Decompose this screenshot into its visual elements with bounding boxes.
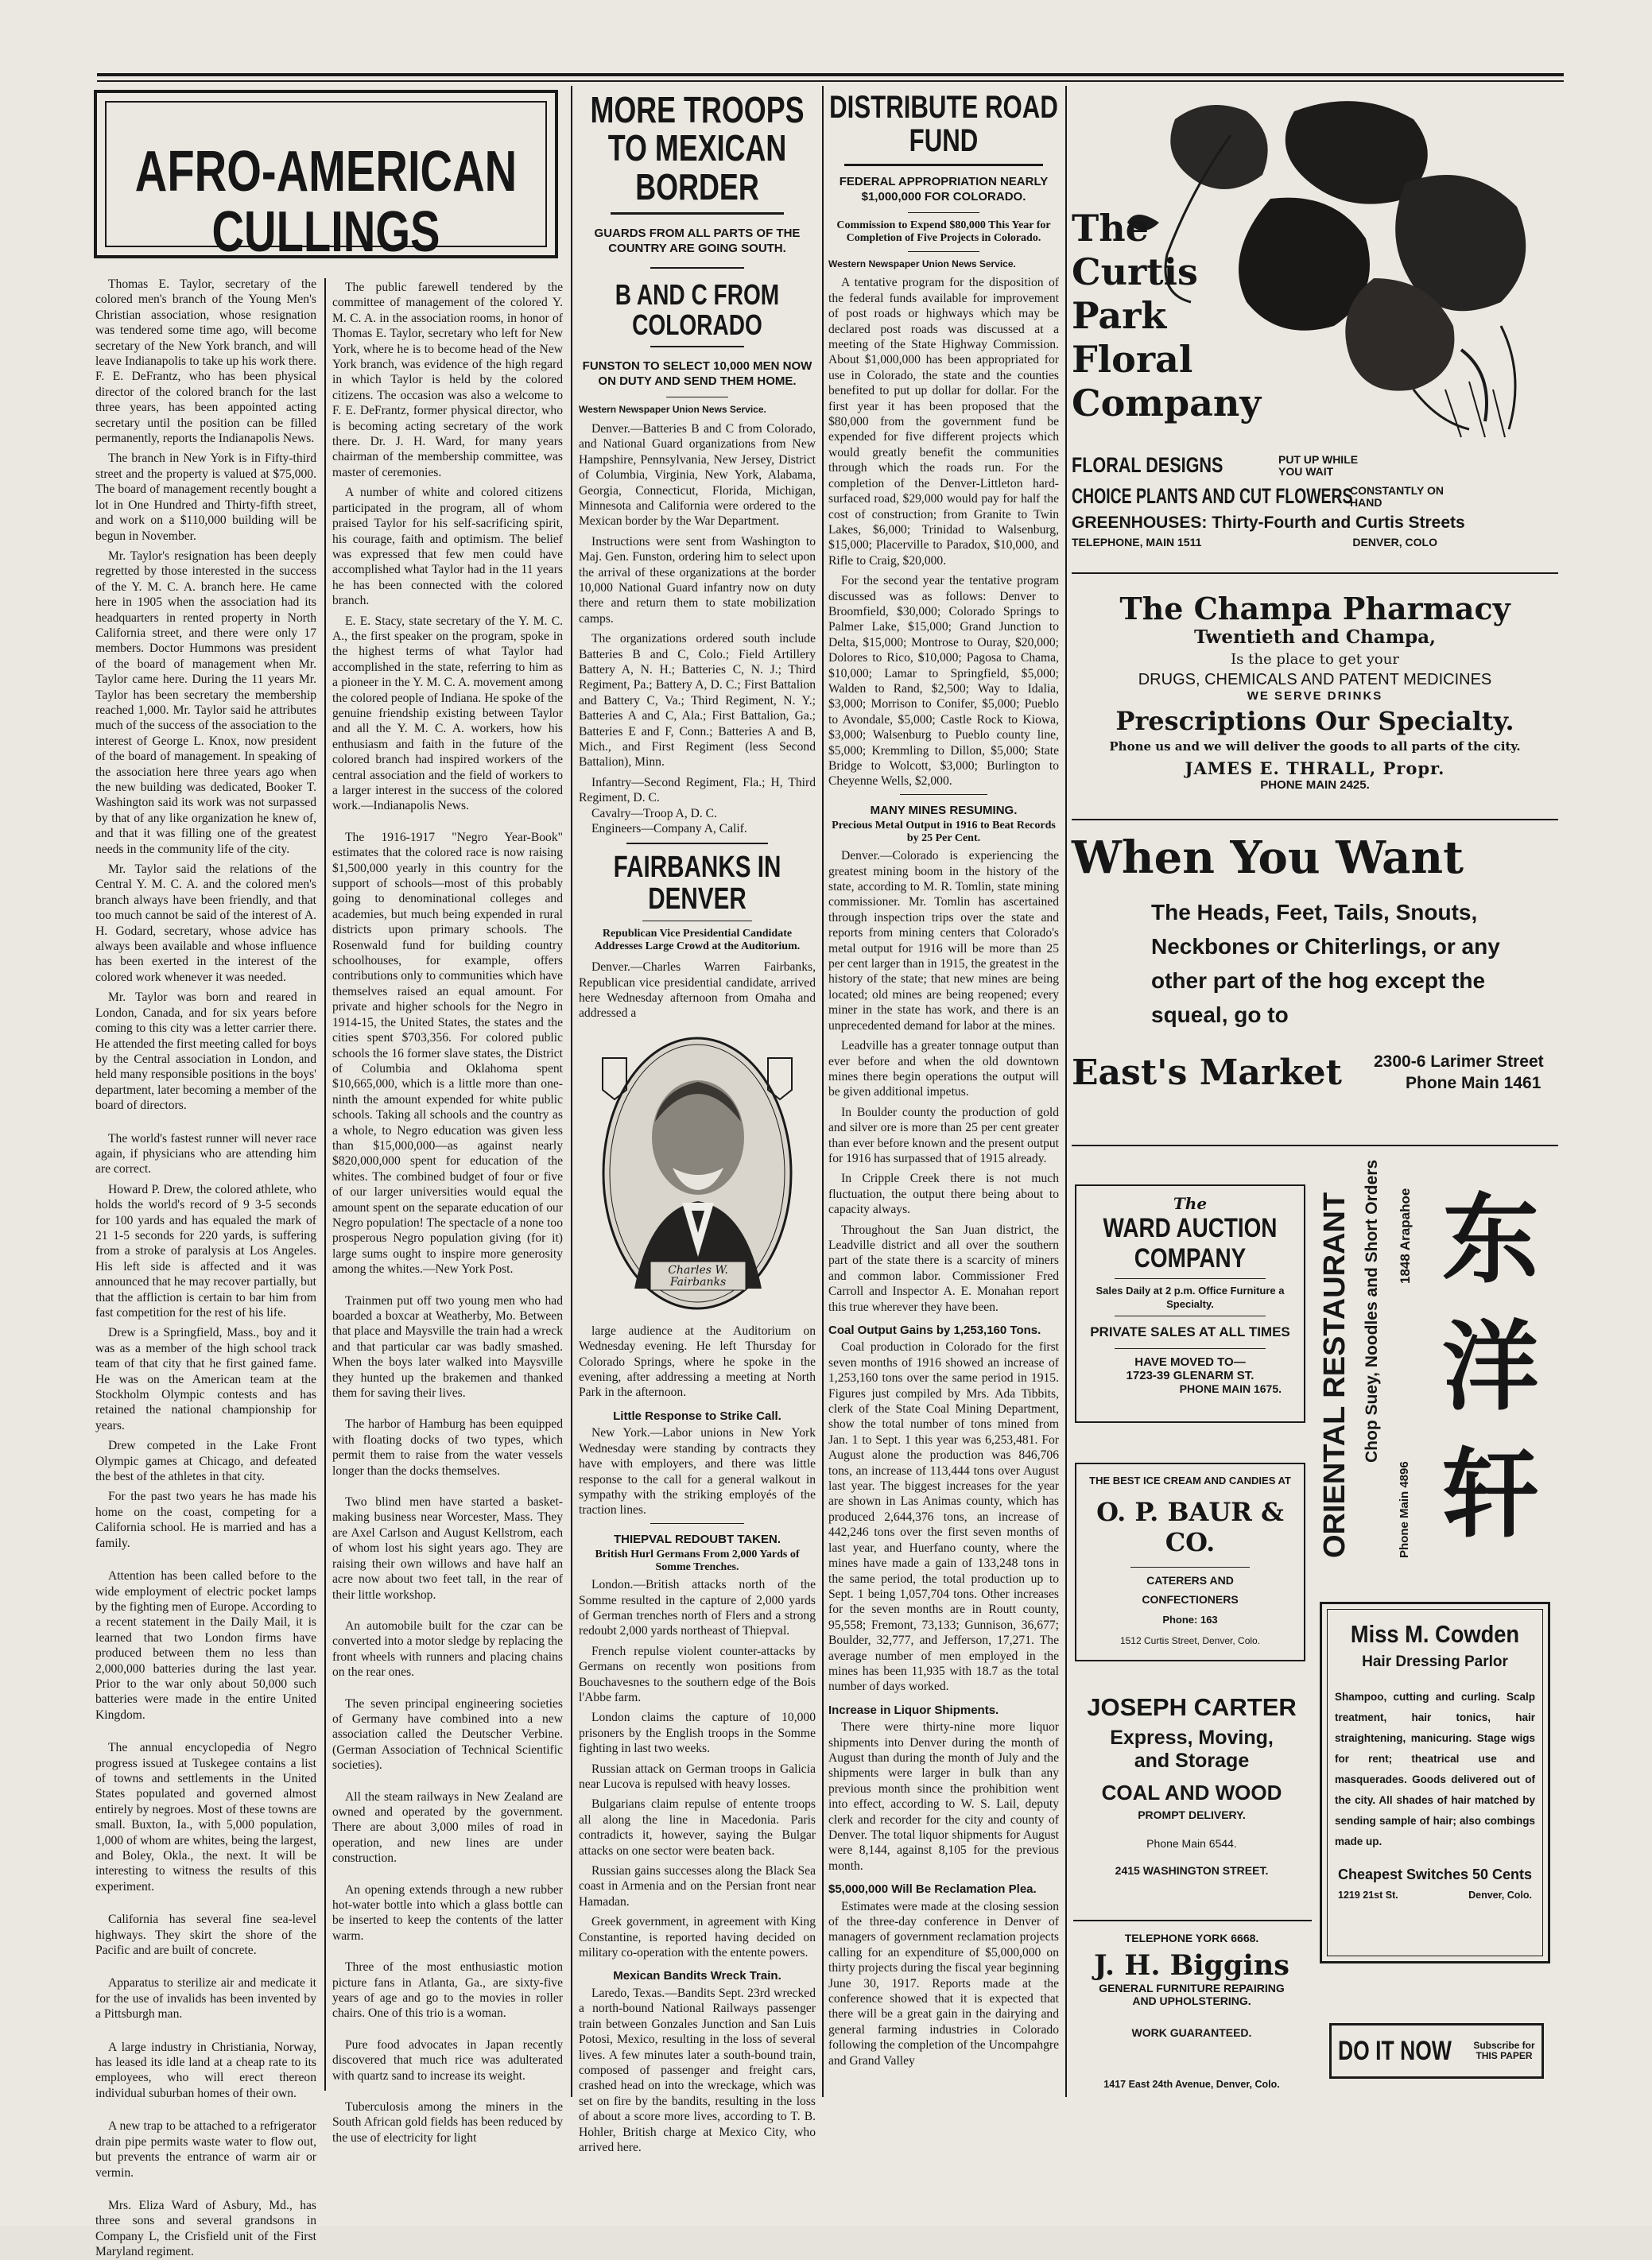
subhead: Republican Vice Presidential Candidate Addresses Large Crowd at the Auditorium. [594,928,801,953]
ward-line: HAVE MOVED TO— [1134,1355,1246,1369]
article-paragraph: Denver.—Charles Warren Fairbanks, Republican vice presidential candidate, arrived here Wednesday afternoon from Omaha and addressed a [579,960,816,1021]
news-credit: Western Newspaper Union News Service. [828,258,1016,269]
cowden-switches: Cheapest Switches 50 Cents [1337,1867,1533,1882]
put-up-while: PUT UP WHILE YOU WAIT [1278,452,1359,478]
champa-line: WE SERVE DRINKS [1247,689,1383,703]
ad-divider [1072,1145,1558,1146]
ad-jh-biggins [1072,1932,1312,2091]
champa-phone: PHONE MAIN 2425. [1260,778,1370,792]
article-paragraph: Laredo, Texas.—Bandits Sept. 23rd wrecked a north-bound National Railways passenger train between Gonzales Junction and San Luis Potosi, Mexico, resulting in the loss of several lives. A few minutes later a south-bound train, composed of passenger and freight cars, crashed head on into the wreckage, which was set on fire by the bandits, resulting in the loss of about a score more lives, according to T. B. Hohler, British charge at Mexico City, who arrived here. [579,1986,816,2154]
ward-phone: PHONE MAIN 1675. [1179,1382,1282,1395]
ward-name: WARD AUCTION [1103,1213,1278,1243]
section-heading: Coal Output Gains by 1,253,160 Tons. [828,1324,1041,1337]
article-paragraph: Howard P. Drew, the colored athlete, who holds the world's record of 9 3-5 seconds for 100 yards and has equaled the mark of 21 1-5 seconds for 220 yards, is suffering from a stroke of paralysis at Los Angeles. His left side is affected and it was announced that he may recover partially, but that the affliction is certain to bar him from fast competition for the rest of his life. [95,1182,316,1320]
article-paragraph: French repulse violent counter-attacks by Germans on recently won positions from Bouchavesnes to the southern edge of the Bois l'Abbe farm. [579,1644,816,1704]
article-paragraph: The world's fastest runner will never race again, if physicians who are attending him are correct. [95,1131,316,1177]
biggins-name: J. H. Biggins [1094,1949,1289,1982]
subhead: GUARDS FROM ALL PARTS OF THE COUNTRY ARE GOING SOUTH. [594,226,801,255]
article-paragraph: Coal production in Colorado for the first seven months of 1916 showed an increase of 1,253,160 tons over the same period in 1915. Figures just compiled by Mrs. Ada Tibbits, clerk of the State Coal Mining Department, show the total number of tons mined from Jan. 1 to Sept. 1 this year was 6,253,481. For August alone the production was 846,706 tons, an increase of 113,444 tons over August last year. The biggest increases for the year are shown in Las Animas county, which has produced 2,644,376 tons, an increase of 442,246 tons over the first seven months of last year, and Huerfano county, where the mines have made a gain of 133,248 tons in the same period, the total production up to Sept. 1 being 1,057,704 tons. Other increases for the seven months are in Routt county, 95,558; Fremont, 73,133; Gunnison, 36,677; Boulder, 32,777, and Jefferson, 17,271. The average number of men employed in the mines has been 11,935 with 18.7 as the total number of days worked. [828,1340,1059,1694]
article-paragraph: Greek government, in agreement with King Constantine, is reported having decided on military co-operation with the entente powers. [579,1915,816,1960]
article-paragraph: Trainmen put off two young men who had boarded a boxcar at Weatherby, Mo. Between that place and Maysville the train had a wreck and that particular car was badly smashed. When the boys later walked into Maysville they hunted up the brakemen and thanked them for saving their lives. [332,1293,563,1401]
curtis-name-line: Company [1072,382,1262,424]
article-paragraph: Russian gains successes along the Black Sea coast in Armenia and on the Persian front near Hamadan. [579,1864,816,1909]
curtis-telephone: TELEPHONE, MAIN 1511 [1072,536,1202,549]
baur-line: THE BEST ICE CREAM AND CANDIES AT [1089,1475,1291,1487]
do-it-now: DO IT NOW [1338,2035,1452,2066]
ward-line: PRIVATE SALES AT ALL TIMES [1090,1324,1290,1339]
headline-b-and-c: B AND C FROM COLORADO [615,277,780,341]
news-credit: Western Newspaper Union News Service. [579,404,766,416]
portrait-caption: Charles W. Fairbanks [668,1263,728,1289]
ward-address: 1723-39 GLENARM ST. [1126,1369,1255,1382]
subhead: FUNSTON TO SELECT 10,000 MEN NOW ON DUTY AND SEND THEM HOME. [582,359,812,389]
article-paragraph: Thomas E. Taylor, secretary of the colored men's branch of the Young Men's Christian association, whose resignation was tendered some time ago, will become secretary of the New York branch, and will leave Indianapolis to take up his work there. F. E. DeFrantz, who has been physical director of the colored branch for the last three years, has been appointed acting secretary until the position can be filled permanently, reports the Indianapolis News. [95,277,316,446]
article-paragraph: Denver.—Batteries B and C from Colorado, and National Guard organizations from New Hampshire, Pennsylvania, New Jersey, District of Columbia, Virginia, New York, Alabama, Georgia, Connecticut, Florida, Michigan, Minnesota and California were ordered to the Mexican border by the War Department. [579,421,816,529]
headline-fairbanks: FAIRBANKS IN DENVER [613,851,781,917]
article-paragraph: An opening extends through a new rubber hot-water bottle into which a glass bottle can be inserted to keep the contents of the latter warm. [332,1882,563,1943]
article-paragraph: E. E. Stacy, state secretary of the Y. M. C. A., the first speaker on the program, spoke in the highest terms of what Taylor had accomplished in the state, referring to him as a pioneer in the Y. M. C. A. movement among the colored people of Indiana. He spoke of the genuine friendship existing between Taylor and all the Y. M. C. A. workers, how his enthusiasm and faith in the future of the colored branch had inspired workers of the central association and the field of workers to a larger interest in the success of the colored work.—Indianapolis News. [332,614,563,813]
subhead: British Hurl Germans From 2,000 Yards of Somme Trenches. [595,1549,800,1574]
champa-specialty: Prescriptions Our Specialty. [1115,706,1514,736]
headline-distribute-road-fund: DISTRIBUTE ROAD FUND [829,90,1058,158]
article-paragraph: Three of the most enthusiastic motion picture fans in Atlanta, Ga., are sixty-five years of age and go to the movies in roller chairs. One of this trio is a woman. [332,1960,563,2021]
headline-more-troops: MORE TROOPS TO MEXICAN BORDER [590,89,805,207]
ward-the: The [1173,1194,1208,1213]
afro-american-cullings-banner [94,90,558,264]
article-paragraph: The annual encyclopedia of Negro progress issued at Tuskegee contains a list of towns and settlements in the United States populated and governed almost entirely by negroes. Most of these towns are small. Buxton, Ia., with 5,000 population, 1,000 of whom are whites, being the largest, and Boley, Okla., the next. It will be interesting to witness the results of this experiment. [95,1741,316,1894]
section-heading: $5,000,000 Will Be Reclamation Plea. [828,1882,1037,1897]
subscribe-note: Subscribe for THIS PAPER [1473,2040,1535,2061]
article-paragraph: An automobile built for the czar can be converted into a motor sledge by replacing the front wheels with runners and placing chains on the rear ones. [332,1618,563,1680]
carter-address: 2415 WASHINGTON STREET. [1115,1864,1269,1877]
article-paragraph: Drew competed in the Lake Front Olympic games at Chicago, and defeated the best of the athletes in that city. [95,1439,316,1484]
baur-name: O. P. BAUR & CO. [1096,1497,1284,1557]
ad-ward-auction [1075,1184,1305,1423]
article-paragraph: A tentative program for the disposition of the federal funds available for improvement of post roads or highways which may be declared post roads was discussed at a meeting of the State Highway Commission. About $1,000,000 has been appropriated for use in Colorado, the state and the counties benefited to put up dollar for dollar. For the first year it has been proposed that the $80,000 from the government fund be expended for five different projects which would greatly benefit the communities through which the roads run. For the completion of the Denver-Littleton hard-surfaced road, $29,000 would pay for half the cost of construction; from Granite to Twin Lakes, $6,000; Trinidad to Walsenburg, $15,000; Placerville to Paradox, $10,000, and Rifle to Craig, $20,000. [828,276,1059,568]
article-paragraph: large audience at the Auditorium on Wednesday evening. He left Thursday for Colorado Springs, where he spoke in the evening, after addressing a meeting at North Park in the afternoon. [579,1324,816,1400]
greenhouses: GREENHOUSES: Thirty-Fourth and Curtis Streets [1072,514,1465,532]
baur-line: CATERERS AND [1146,1574,1234,1587]
article-paragraph: The harbor of Hamburg has been equipped with floating docks of two types, which permit them to raise from the water vessels longer than the docks themselves. [332,1417,563,1478]
article-paragraph: The 1916-1917 "Negro Year-Book" estimates that the colored race is now raising $1,500,000 yearly in this country for the support of schools—most of this probably going to denominational colleges and academies, but much being expended in rural districts upon primary schools. The Rosenwald fund for building country schoolhouses, for example, offers contributions only to communities which have themselves raised an equal amount. For private and higher schools for the Negro in 1914-15, the United States, the states and the cities spent $703,356. For colored public schools the 16 former slave states, the District of Columbia and Oklahoma spent $10,665,000, which is a little more than one-ninth the amount expended for white public schools. Taking all schools and the country as a whole, to Negro education was given less than $15,000,000—as against nearly $820,000,000 spent for education of the whites. The combined budget of four or five of our larger universities would equal the amount spent on the separate education of our Negro population! The spectacle of a none too prosperous Negro population giving (for it) large sums ought to inspire more generosity among the whites.—New York Post. [332,830,563,1277]
carter-line: and Storage [1134,1750,1250,1772]
ad-do-it-now [1329,2023,1544,2079]
ad-curtis-park-floral [1072,87,1557,564]
ad-divider [1073,1920,1312,1921]
subhead: Commission to Expend $80,000 This Year for Completion of Five Projects in Colorado. [836,219,1051,244]
ward-name: COMPANY [1134,1243,1247,1273]
col4 [828,87,1059,2091]
col1-text [95,277,316,2259]
cowden-sub: Hair Dressing Parlor [1362,1653,1508,1670]
ad-divider [1072,819,1558,820]
baur-address: 1512 Curtis Street, Denver, Colo. [1119,1635,1261,1646]
subhead: FEDERAL APPROPRIATION NEARLY $1,000,000 FOR COLORADO. [839,175,1049,204]
article-paragraph: Drew is a Springfield, Mass., boy and it was as a member of the high school track team of that city that he first gained fame. He was on the American team at the Stockholm Olympic contests and has retained the national championship for years. [95,1326,316,1432]
carter-coal: COAL AND WOOD [1101,1781,1282,1805]
constantly-on-hand: CONSTANTLY ON HAND [1350,483,1444,509]
article-paragraph: The branch in New York is in Fifty-third street and the property is valued at $75,000. The board of management recently bought a lot in One Hundred and Thirty-fifth street, and work on a $110,000 building will be begun in November. [95,452,316,543]
ad-easts-market [1072,832,1558,1134]
article-paragraph: The public farewell tendered by the committee of management of the colored Y. M. C. A. in the association rooms, in honor of Thomas E. Taylor, secretary who left for New York, where he is to become head of the New York branch, was evidence of the high regard in which Taylor is held by the colored citizens. The occasion was also a welcome to F. E. DeFrantz, former physical director, who is becoming acting secretary of the work there. Dr. J. H. Ward, for many years chairman of the membership committee, was master of ceremonies. [332,281,563,479]
biggins-line: AND UPHOLSTERING. [1132,1994,1251,2007]
article-paragraph: Leadville has a greater tonnage output than ever before and when the old downtown mines there begin operations the output will be given additional impetus. [828,1039,1059,1099]
champa-title: The Champa Pharmacy [1119,591,1510,626]
section-heading: THIEPVAL REDOUBT TAKEN. [613,1532,781,1546]
article-paragraph: Attention has been called before to the wide employment of electric pocket lamps by the fighting men of Europe. According to a recent statement in the Daily Mail, it is learned that two London firms have produced between them no less than 2,000,000 batteries during the last year. Prior to the war only about 50,000 such batteries were made in the entire United Kingdom. [95,1569,316,1722]
column-rule [822,86,824,2097]
easts-phone: Phone Main 1461 [1406,1074,1541,1092]
ad-oriental-restaurant [1312,1161,1558,1590]
article-paragraph: The organizations ordered south include Batteries B and C, Colo.; Field Artillery Battery A, N. H.; Batteries C, N. J.; Third Regiment, Pa.; Battery A, D. C.; First Battalion and Battery C, Va.; Third Regiment, N. Y.; Batteries A and C, Ala.; First Battalion, Ga.; Batteries E and F, Conn.; Batteries A and B, Mich., and First Regiment (less Second Battalion), Minn. [579,632,816,769]
oriental-chinese-chars: 东洋轩 [1442,1184,1539,1551]
article-paragraph: The seven principal engineering societies of Germany have combined into a new association called the Deutscher Verbine. (German Association of Technical Scientific societies). [332,1696,563,1773]
article-paragraph: California has several fine sea-level highways. They skirt the shore of the Pacific and are built of concrete. [95,1913,316,1958]
article-paragraph: Russian attack on German troops in Galicia near Lucova is repulsed with heavy losses. [579,1762,816,1792]
section-heading: MANY MINES RESUMING. [870,803,1018,817]
top-rule-thin [97,80,1564,82]
champa-address: Twentieth and Champa, [1193,626,1437,648]
baur-line: CONFECTIONERS [1142,1593,1239,1606]
ad-miss-cowden [1320,1602,1550,1963]
article-paragraph: Apparatus to sterilize air and medicate it for the use of invalids has been invented by a Pittsburgh man. [95,1976,316,2022]
section-heading: Mexican Bandits Wreck Train. [613,1969,781,1983]
ad-champa-pharmacy [1072,591,1558,830]
oriental-name: ORIENTAL RESTAURANT [1318,1192,1351,1559]
ward-line: Sales Daily at 2 p.m. Office Furniture a Specialty. [1096,1285,1285,1310]
article-paragraph: Pure food advocates in Japan recently discovered that much rice was adulterated with quartz sand to increase its weight. [332,2037,563,2083]
biggins-telephone: TELEPHONE YORK 6668. [1124,1932,1259,1944]
easts-address: 2300-6 Larimer Street [1374,1052,1544,1071]
column-rule [1065,86,1067,2097]
cowden-address: 1219 21st St. [1338,1890,1398,1901]
article-paragraph: Mr. Taylor was born and reared in London, Canada, and for six years before coming to this city was a letter carrier there. He attended the first meeting called for boys by the Central association in London, and held many responsible positions in the boys' department, later becoming a member of the board of directors. [95,990,316,1113]
article-paragraph: Infantry—Second Regiment, Fla.; H, Third Regiment, D. C. [579,775,816,805]
article-paragraph: A number of white and colored citizens participated in the program, all of whom praised Taylor for his self-sacrificing spirit, his courage, faith and optimism. The belief was expressed that few men could have accomplished what Taylor had in the 11 years he has been connected with the colored branch. [332,486,563,608]
article-paragraph: London.—British attacks north of the Somme resulted in the capture of 2,000 yards of German trenches north of Flers and a strong redoubt 2,000 yards northeast of Thiepval. [579,1578,816,1638]
article-paragraph: Denver.—Colorado is experiencing the greatest mining boom in the history of the state, according to M. R. Tomlin, state mining commissioner. Mr. Tomlin has ascertained through inspection trips over the state and reports from mining centers that Colorado's metal output for 1916 will be more than 25 per cent larger than in 1915, the greatest in the history of the state; that new mines are being located; old mines are being reopened; every miner in the state has work, and there is an unprecedented demand for labor at the mines. [828,849,1059,1033]
ad-op-baur [1075,1463,1305,1661]
baur-phone: Phone: 163 [1162,1614,1218,1626]
carter-line: PROMPT DELIVERY. [1138,1808,1246,1821]
article-paragraph: Throughout the San Juan district, the Leadville district and all over the southern part of the state there is a scarcity of miners and common labor. Commissioner Fred Carroll and Inspector A. E. Monahan report this true wherever they have been. [828,1223,1059,1314]
cowden-city: Denver, Colo. [1468,1890,1532,1901]
article-paragraph: For the second year the tentative program discussed was as follows: Denver to Broomfield, $30,000; Colorado Springs to Palmer Lake, $15,000; Grand Junction to Delta, $15,000; Montrose to Ouray, $20,000; Dolores to Rico, $10,000; Pagosa to Chama, $10,000; Lamar to Springfield, $5,000; Walden to Rand, $2,500; Way to Idalia, $3,000; Morrison to Conifer, $5,000; Pueblo to Avondale, $5,000; Castle Rock to Kiowa, $3,000; Walsenburg to Pueblo county line, $5,000; Kremmling to Dillon, $5,000; State Bridge to Wolcott, $3,000; Burlington to Cheyenne Wells, $2,000. [828,574,1059,789]
article-paragraph: For the past two years he has made his home on the coast, competing for a California school. He is married and has a family. [95,1490,316,1550]
curtis-name-line: Curtis [1072,250,1198,293]
oriental-sub: Chop Suey, Noodles and Short Orders [1363,1159,1381,1463]
article-paragraph: Mr. Taylor's resignation has been deeply regretted by those interested in the success of the Y. M. C. A. branch here. He came here in 1905 when the association had its headquarters in rented property in North California street, and there were only 17 members. Doctor Hummons was president of the board of management when Mr. Taylor came here. During the 11 years Mr. Taylor has been secretary the membership reached 1,000. Mr. Taylor said he attributes much of the success of the association to the interest of George L. Knox, now president of the board of management. In speaking of the association here three years ago when the new building was dedicated, Booker T. Washington said its work was not surpassed by that of any like organization he knew of, and that it was filling one of the greatest needs in the community life of the city. [95,549,316,856]
col3 [579,87,816,2154]
curtis-name-line: The [1072,207,1149,250]
curtis-name-line: Park [1072,294,1167,337]
cowden-name: Miss M. Cowden [1350,1620,1520,1648]
section-heading: Increase in Liquor Shipments. [828,1703,999,1717]
choice-plants: CHOICE PLANTS AND CUT FLOWERS [1072,484,1353,508]
article-paragraph: There were thirty-nine more liquor shipments into Denver during the month of August than during the month of July and the shipments were larger in bulk than any previous month since the prohibition went into effect, according to W. S. Lail, deputy clerk and recorder for the city and county of Denver. The total liquor shipments for August were 8,144, against 8,105 for the previous month. [828,1720,1059,1873]
article-paragraph: Tuberculosis among the miners in the South African gold fields has been reduced by the use of electricity for light [332,2100,563,2145]
article-paragraph: New York.—Labor unions in New York Wednesday were standing by contracts they have with employers, and there was little response to the call for a general walkout in sympathy with the striking employés of the traction lines. [579,1426,816,1518]
curtis-city: DENVER, COLO [1352,536,1437,549]
article-paragraph: Bulgarians claim repulse of entente troops all along the line in Macedonia. Paris contradicts it, however, saying the Bulgar attacks on one sector were beaten back. [579,1797,816,1858]
article-paragraph: Engineers—Company A, Calif. [591,822,747,836]
oriental-address: 1848 Arapahoe [1398,1188,1413,1285]
article-paragraph: A large industry in Christiania, Norway, has leased its idle land at a cheap rate to its employees, who will erect thereon individual suburban homes of their own. [95,2040,316,2100]
article-paragraph: A new trap to be attached to a refrigerator drain pipe permits waste water to flow out, but prevents the entrance of warm air or vermin. [95,2119,316,2180]
carter-name: JOSEPH CARTER [1087,1693,1297,1721]
when-you-want: When You Want [1072,832,1464,884]
easts-market-name: East's Market [1072,1052,1342,1093]
column-rule [324,278,326,2091]
ad-joseph-carter [1072,1693,1312,1916]
subhead: Precious Metal Output in 1916 to Beat Records by 25 Per Cent. [832,820,1056,845]
article-paragraph: All the steam railways in New Zealand are owned and operated by the government. There are about 3,000 miles of road in operation, and new lines are under construction. [332,1789,563,1866]
floral-designs: FLORAL DESIGNS [1072,453,1223,477]
biggins-line: WORK GUARANTEED. [1131,2026,1252,2039]
oriental-phone: Phone Main 4896 [1398,1461,1411,1558]
cowden-body: Shampoo, cutting and curling. Scalp treatment, hair tonics, hair straightening, manicuring. Stage wigs for rent; theatrical use and masquerades. Goods delivered out of the city. All shades of hair matched by sending sample of hair; also combings made up. [1335,1691,1535,1847]
biggins-address: 1417 East 24th Avenue, Denver, Colo. [1103,2079,1280,2090]
article-paragraph: Two blind men have started a basket-making business near Worcester, Mass. They are Axel Carlson and August Kellstrom, each of whom lost his sight years ago. They are raising their own willows and have half an acre now about two feet tall, in the rear of their little workshop. [332,1495,563,1602]
column-rule [571,86,572,2097]
banner-title: AFRO-AMERICAN CULLINGS [134,140,518,264]
champa-proprietor: JAMES E. THRALL, Propr. [1185,758,1445,778]
article-paragraph: Estimates were made at the closing session of the three-day conference in Denver of managers of government reclamation projects calling for an expenditure of $5,000,000 on thirty projects during the fiscal year beginning June 30, 1917. Reports made at the conference showed that it is expected that there will be a great gain in the dairying and general farming industries in Colorado following the completion of the Uncompahgre and Grand Valley [828,1899,1059,2068]
top-rule [97,73,1564,76]
champa-line: Phone us and we will deliver the goods to all parts of the city. [1109,739,1521,754]
biggins-line: GENERAL FURNITURE REPAIRING [1099,1982,1285,1994]
curtis-name-line: Floral [1072,338,1193,381]
champa-line: DRUGS, CHEMICALS AND PATENT MEDICINES [1138,671,1492,688]
article-paragraph: In Boulder county the production of gold and silver ore is more than 25 per cent greater than ever before known and the present output for 1916 has surpassed that of 1915 already. [828,1105,1059,1165]
ad-divider [1072,572,1558,574]
article-paragraph: London claims the capture of 10,000 prisoners by the English troops in the Somme fighting in last two weeks. [579,1711,816,1756]
article-paragraph: Mrs. Eliza Ward of Asbury, Md., has three sons and several grandsons in Company L, the Crisfield unit of the First Maryland regiment. [95,2198,316,2259]
article-paragraph: Mr. Taylor said the relations of the Central Y. M. C. A. and the colored men's branch always have been friendly, and that too much cannot be said of the interest of A. H. Godard, secretary, whose advice has always been available and whose influence has been exerted in the interest of the colored work whenever it was needed. [95,863,316,984]
carter-line: Express, Moving, [1110,1727,1274,1749]
carter-phone: Phone Main 6544. [1146,1837,1237,1850]
article-paragraph: In Cripple Creek there is not much fluctuation, the output there being about to capacity always. [828,1172,1059,1217]
article-paragraph: Cavalry—Troop A, D. C. [591,806,717,820]
fairbanks-portrait [579,1026,816,1320]
section-heading: Little Response to Strike Call. [613,1409,781,1423]
curtis-name [1072,207,1262,425]
champa-line: Is the place to get your [1231,651,1399,668]
hog-parts: The Heads, Feet, Tails, Snouts, Neckbones or Chiterlings, or any other part of the hog except the squeal, go to [1151,900,1500,1027]
article-paragraph: Instructions were sent from Washington to Maj. Gen. Funston, ordering him to select upon the arrival of these organizations at the border 10,000 National Guard infantry now on duty there and return them to state mobilization camps. [579,534,816,626]
col2-text [332,280,563,2145]
